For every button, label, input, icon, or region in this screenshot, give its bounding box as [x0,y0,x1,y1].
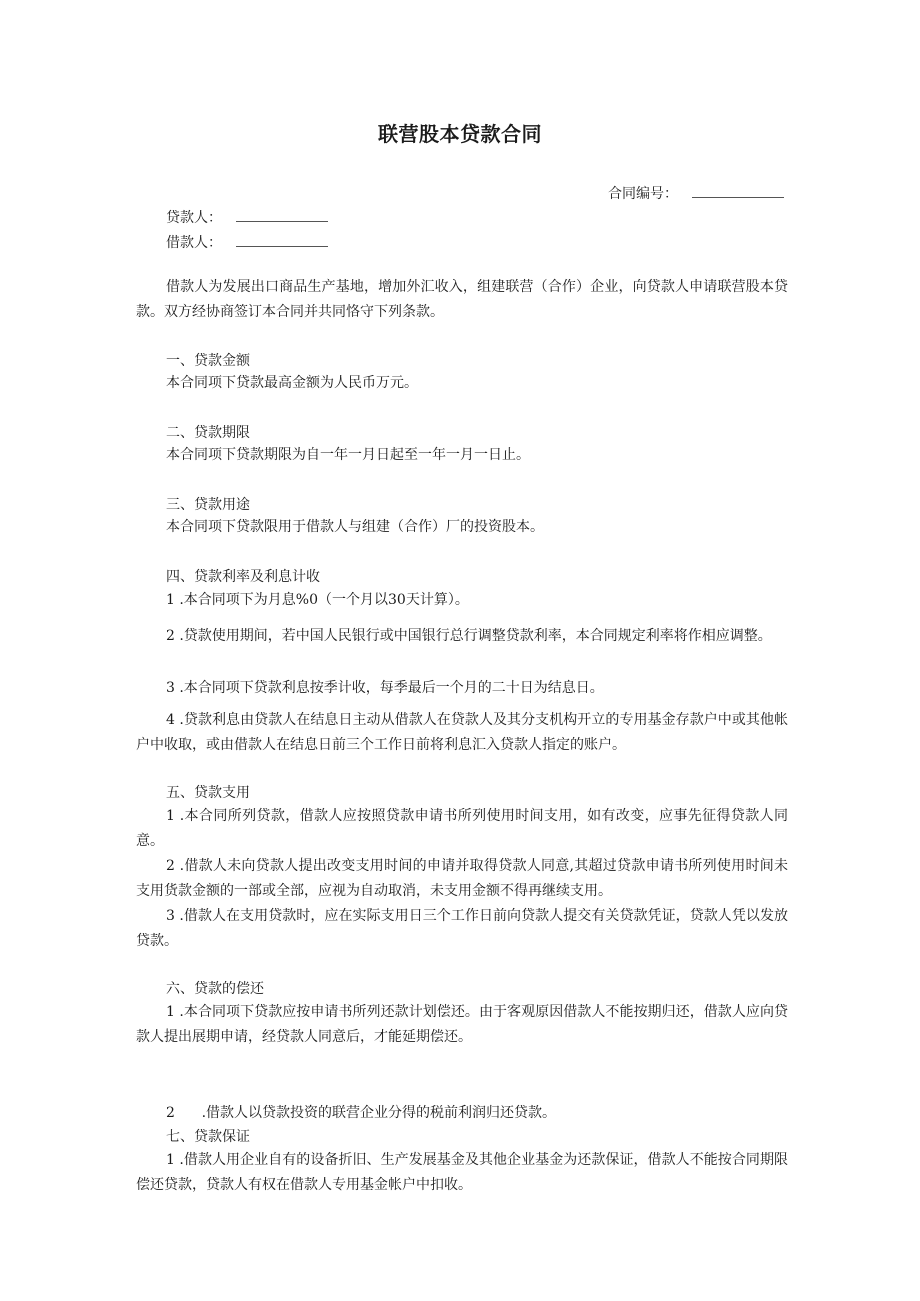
section-7-para-1-block [136,1122,788,1198]
contract-number-field [608,183,784,203]
section-3-heading: 三、贷款用途 [166,497,250,513]
lender-field [166,207,328,227]
lender-blank [236,209,328,222]
section-4-para-3: 3 .本合同项下贷款利息按季计收，每季最后一个月的二十日为结息日。 [166,680,604,696]
section-2-heading: 二、贷款期限 [166,425,250,441]
section-5-para-3: 3 .借款人在支用贷款时，应在实际支用日三个工作日前向贷款人提交有关贷款凭证，贷款人凭以发放贷款。 [136,908,788,949]
section-4-para-2-block [136,624,788,649]
section-5-heading: 五、贷款支用 [166,785,250,801]
section-6-heading: 六、贷款的偿还 [166,981,264,997]
document-title: 联营股本贷款合同 [378,122,542,146]
section-4-para-3-block [136,676,788,701]
section-7-heading: 七、贷款保证 [166,1129,250,1145]
section-7-para-1: 1 .借款人用企业自有的设备折旧、生产发展基金及其他企业基金为还款保证，借款人不能按合同期限偿还贷款，贷款人有权在借款人专用基金帐户中扣收。 [136,1152,788,1193]
section-4-para-1-block [136,588,788,613]
intro-paragraph [136,275,788,325]
section-5-para-3-block [136,904,788,954]
section-6-para-1-block [136,1000,788,1050]
section-2-para-1: 本合同项下贷款期限为自一年一月日起至一年一月一日止。 [166,447,530,463]
section-4-heading: 四、贷款利率及利息计收 [166,569,320,585]
intro-text: 借款人为发展出口商品生产基地，增加外汇收入，组建联营（合作）企业，向贷款人申请联营股本贷款。双方经协商签订本合同并共同恪守下列条款。 [136,279,788,320]
section-3-para-1: 本合同项下贷款限用于借款人与组建（合作）厂的投资股本。 [166,519,544,535]
section-5-para-2-block [136,854,788,904]
section-6-para-1: 1 .本合同项下贷款应按申请书所列还款计划偿还。由于客观原因借款人不能按期归还，借款人应向贷款人提出展期申请，经贷款人同意后，才能延期偿还。 [136,1004,788,1045]
section-4-para-2: 2 .贷款使用期间，若中国人民银行或中国银行总行调整贷款利率，本合同规定利率将作相应调整。 [166,628,772,644]
section-1-body [136,371,788,396]
section-1-heading: 一、贷款金额 [166,353,250,369]
section-5-para-2: 2 .借款人未向贷款人提出改变支用时间的申请并取得贷款人同意,其超过贷款申请书所列使用时间未支用货款金额的一部或全部，应视为自动取消，未支用金额不得再继续支用。 [136,858,788,899]
borrower-label: 借款人： [166,235,222,251]
section-1-para-1: 本合同项下贷款最高金额为人民币万元。 [166,375,418,391]
section-6-para-2: 2 .借款人以贷款投资的联营企业分得的税前利润归还贷款。 [166,1105,557,1121]
lender-label: 贷款人： [166,210,222,226]
section-4-para-4: 4 .贷款利息由贷款人在结息日主动从借款人在贷款人及其分支机构开立的专用基金存款户中或其他帐户中收取，或由借款人在结息日前三个工作日前将利息汇入贷款人指定的账户。 [136,712,788,753]
contract-number-label: 合同编号： [608,186,678,202]
section-5-para-1-block [136,804,788,854]
section-5-para-1: 1 .本合同所列贷款，借款人应按照贷款申请书所列使用时间支用，如有改变，应事先征得贷款人同意。 [136,808,788,849]
section-4-para-1: 1 .本合同项下为月息%0（一个月以30天计算）。 [166,592,469,608]
contract-number-blank [692,185,784,198]
borrower-blank [236,234,328,247]
section-3-body [136,515,788,540]
section-4-para-4-block [136,708,788,758]
borrower-field [166,232,328,252]
section-2-body [136,443,788,468]
